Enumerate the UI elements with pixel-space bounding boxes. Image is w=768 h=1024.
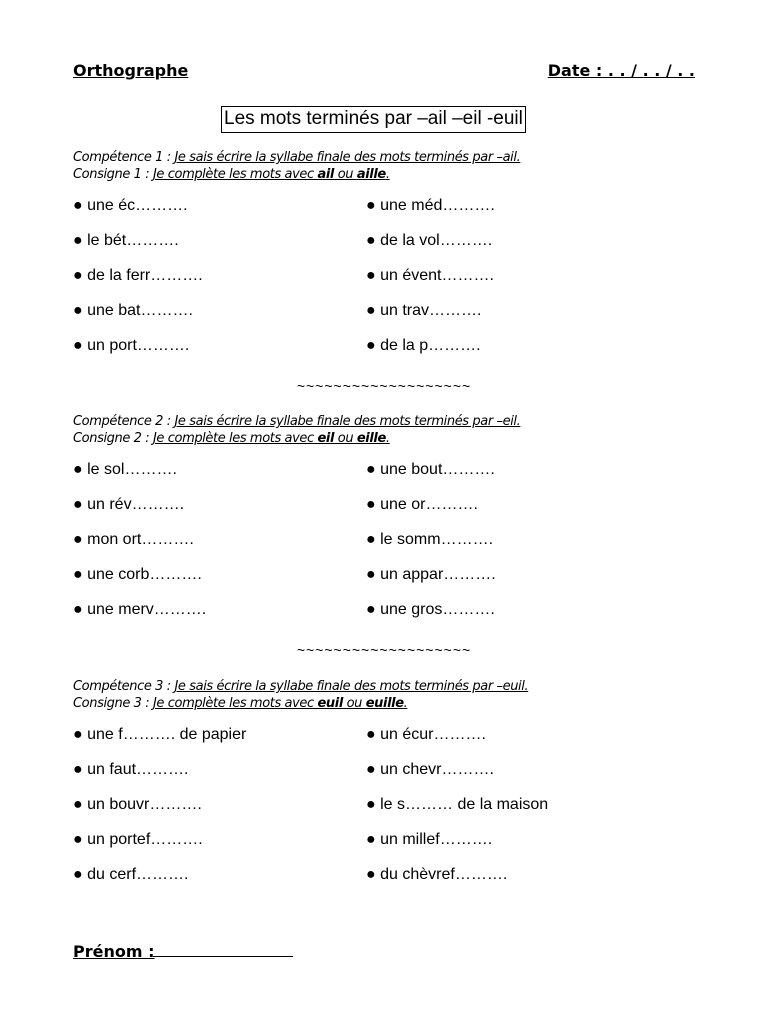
separator: ~~~~~~~~~~~~~~~~~~~ <box>296 642 472 658</box>
word-item: ● mon ort………. <box>73 531 194 548</box>
consigne-text: Je complète les mots avec <box>153 696 318 711</box>
word-item: ● une méd………. <box>366 197 495 214</box>
consigne-line <box>73 166 713 183</box>
option-or: ou <box>342 696 366 711</box>
word-item: ● une corb………. <box>73 566 202 583</box>
option-2: eille <box>356 431 386 446</box>
word-item: ● de la ferr………. <box>73 267 203 284</box>
word-item: ● un portef………. <box>73 831 203 848</box>
word-item: ● une éc………. <box>73 197 188 214</box>
competence-line <box>73 678 713 695</box>
consigne-end: . <box>385 431 390 446</box>
word-item: ● un millef………. <box>366 831 493 848</box>
option-2: aille <box>356 167 386 182</box>
competence-text: Je sais écrire la syllabe finale des mots terminés par –euil. <box>174 679 529 694</box>
option-or: ou <box>334 431 357 446</box>
word-item: ● une f………. de papier <box>73 726 247 743</box>
option-2: euille <box>365 696 404 711</box>
word-item: ● une or………. <box>366 496 478 513</box>
consigne-line <box>73 430 713 447</box>
section-2 <box>73 413 713 618</box>
word-item: ● une merv………. <box>73 601 207 618</box>
page-title: Les mots terminés par –ail –eil -euil <box>221 106 526 133</box>
word-item: ● le somm………. <box>366 531 494 548</box>
consigne-line <box>73 695 713 712</box>
consigne-prefix: Consigne 3 : <box>73 696 153 711</box>
word-item: ● un écur………. <box>366 726 486 743</box>
competence-line <box>73 413 713 430</box>
option-1: ail <box>317 167 334 182</box>
word-item: ● un port………. <box>73 337 190 354</box>
word-item: ● du cerf………. <box>73 866 189 883</box>
consigne-prefix: Consigne 1 : <box>73 167 153 182</box>
word-item: ● du chèvref………. <box>366 866 508 883</box>
word-item: ● un appar………. <box>366 566 496 583</box>
word-item: ● une bat………. <box>73 302 193 319</box>
subject-heading: Orthographe <box>73 61 189 80</box>
competence-text: Je sais écrire la syllabe finale des mots terminés par –ail. <box>174 150 521 165</box>
consigne-end: . <box>385 167 390 182</box>
section-3 <box>73 678 713 883</box>
word-item: ● un chevr………. <box>366 761 494 778</box>
word-item: ● de la p………. <box>366 337 481 354</box>
word-item: ● un rév………. <box>73 496 185 513</box>
prenom-blank-line <box>153 942 293 957</box>
consigne-text: Je complète les mots avec <box>153 431 318 446</box>
consigne-end: . <box>403 696 408 711</box>
word-item: ● un bouvr………. <box>73 796 202 813</box>
prenom-label: Prénom : <box>73 942 155 961</box>
date-field: Date : . . / . . / . . <box>547 61 695 80</box>
prenom-field <box>73 942 293 961</box>
word-item: ● une gros………. <box>366 601 495 618</box>
consigne-text: Je complète les mots avec <box>153 167 318 182</box>
word-item: ● de la vol………. <box>366 232 493 249</box>
word-item: ● un trav………. <box>366 302 482 319</box>
option-1: euil <box>317 696 343 711</box>
word-item: ● le sol………. <box>73 461 177 478</box>
word-item: ● le s……… de la maison <box>366 796 549 813</box>
word-item: ● une bout………. <box>366 461 495 478</box>
separator: ~~~~~~~~~~~~~~~~~~~ <box>296 378 472 394</box>
word-item: ● un faut………. <box>73 761 189 778</box>
consigne-prefix: Consigne 2 : <box>73 431 153 446</box>
option-or: ou <box>334 167 357 182</box>
word-item: ● le bét………. <box>73 232 179 249</box>
option-1: eil <box>317 431 335 446</box>
section-1 <box>73 149 713 354</box>
word-item: ● un évent………. <box>366 267 494 284</box>
competence-prefix: Compétence 1 : <box>73 150 175 165</box>
competence-prefix: Compétence 3 : <box>73 679 175 694</box>
competence-prefix: Compétence 2 : <box>73 414 175 429</box>
competence-text: Je sais écrire la syllabe finale des mots terminés par –eil. <box>174 414 521 429</box>
competence-line <box>73 149 713 166</box>
